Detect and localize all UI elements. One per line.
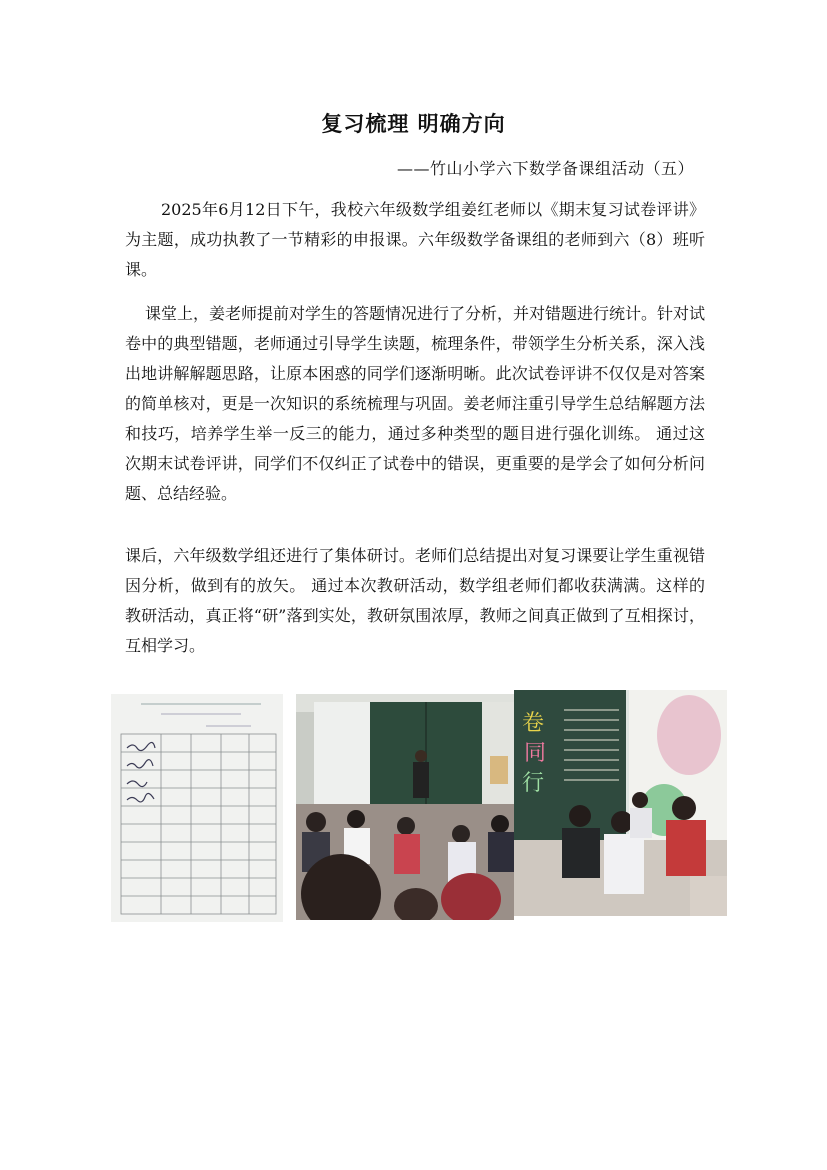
svg-text:行: 行 [522,771,545,796]
photo-classroom-students [514,690,727,916]
page-subtitle: ——竹山小学六下数学备课组活动（五） [396,159,694,178]
photo-signin-sheet [111,694,283,922]
paragraph-intro: 2025年6月12日下午，我校六年级数学组姜红老师以《期末复习试卷评讲》为主题，成功执教了一节精彩的申报课。六年级数学备课组的老师到六（8）班听课。 [125,200,705,279]
paragraph-after-class: 课后，六年级数学组还进行了集体研讨。老师们总结提出对复习课要让学生重视错因分析，做到有的放矢。 通过本次教研活动，数学组老师们都收获满满。这样的教研活动，真正将“研”落到实处，教研氛围浓厚，教师之间真正做到了互相探讨，互相学习。 [125,546,705,655]
paragraph-classroom: 课堂上，姜老师提前对学生的答题情况进行了分析，并对错题进行统计。针对试卷中的典型错题，老师通过引导学生读题，梳理条件，带领学生分析关系，深入浅出地讲解解题思路，让原本困惑的同学们逐渐明晰。此次试卷评讲不仅仅是对答案的简单核对，更是一次知识的系统梳理与巩固。姜老师注重引导学生总结解题方法和技巧，培养学生举一反三的能力，通过多种类型的题目进行强化训练。 通过这次期末试卷评讲，同学们不仅纠正了试卷中的错误，更重要的是学会了如何分析问题、总结经验。 [125,304,706,503]
svg-text:卷: 卷 [522,711,545,736]
svg-text:同: 同 [524,741,547,766]
page-title: 复习梳理 明确方向 [321,112,506,136]
photo-classroom-teacher [296,694,514,920]
